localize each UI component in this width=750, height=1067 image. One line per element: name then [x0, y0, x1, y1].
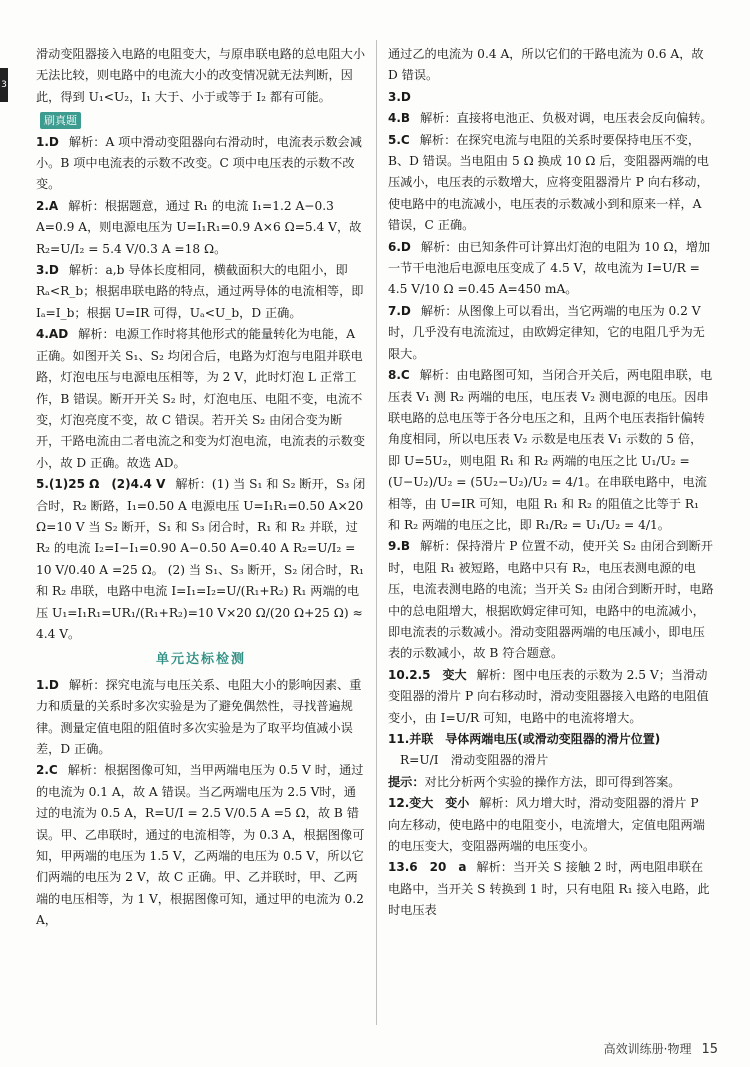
edge-tab: 3 — [0, 68, 8, 102]
intro-paragraph: 滑动变阻器接入电路的电阻变大，与原串联电路的总电阻大小无法比较，则电路中的电流大小的改变情况就无法判断，因此，得到 U₁<U₂，I₁ 大于、小于或等于 I₂ 都有可能。 — [36, 47, 366, 104]
answer-item: 4.B 解析：直接将电池正、负极对调，电压表会反向偏转。 — [388, 111, 713, 126]
answer-item: 3.D 解析：a,b 导体长度相同，横截面积大的电阻小，即 Rₐ<R_b；根据串联电路的特点，通过两导体的电流相等，即 Iₐ=I_b；根据 U=IR 可得，Uₐ<U_b，D 正确。 — [36, 263, 364, 320]
answer-item: 1.D 解析：A 项中滑动变阻器向右滑动时，电流表示数会减小。B 项中电流表的示数不改变。C 项中电压表的示数不改变。 — [36, 134, 362, 192]
answer-item: 13.6 20 a 解析：当开关 S 接触 2 时，两电阻串联在电路中，当开关 S 转换到 1 时，只有电阻 R₁ 接入电路，此时电压表 — [388, 860, 710, 918]
page-number: 15 — [701, 1042, 718, 1057]
answer-item: 3.D — [388, 89, 411, 104]
footer-label: 高效训练册·物理 — [603, 1042, 692, 1056]
answer-item: 11.并联 导体两端电压(或滑动变阻器的滑片位置) R=U/I 滑动变阻器的滑片 — [388, 732, 661, 768]
section-title: 单元达标检测 — [155, 652, 246, 668]
answer-item: 9.B 解析：保持滑片 P 位置不动，使开关 S₂ 由闭合到断开时，电阻 R₁ 被短路，电路中只有 R₂，电压表测电源的电压，电流表测电路的电流；当开关 S₂ 由闭合到断开时，电路中的总电阻增大，根据欧姆定律可知，电路中的电流减小，即电流表的示数减小。滑动变阻器两端的电压减小，即电压表的示数减小，故 B 符合题意。 — [388, 539, 714, 661]
column-divider — [376, 40, 377, 1025]
answer-item: 5.(1)25 Ω (2)4.4 V 解析：(1) 当 S₁ 和 S₂ 断开，S₃ 闭合时，R₂ 断路，I₁=0.50 A 电源电压 U=I₁R₁=0.50 A×20 Ω=10 V 当 S₂ 断开，S₁ 和 S₃ 闭合时，R₁ 和 R₂ 并联，过 R₂ 的电流 I₂=I−I₁=0.90 A−0.50 A=0.40 A R₂=U/I₂ = 10 V/0.40 A =25 Ω。 (2) 当 S₁、S₃ 断开，S₂ 闭合时，R₁ 和 R₂ 串联，电路中电流 I=I₁=I₂=U/(R₁+R₂) R₁ 两端的电压 U₁=I₁R₁=UR₁/(R₁+R₂)=10 V×20 Ω/(20 Ω+25 Ω) ≈ 4.4 V。 — [36, 477, 366, 641]
answer-item: 5.C 解析：在探究电流与电阻的关系时要保持电压不变，B、D 错误。当电阻由 5 Ω 换成 10 Ω 后，变阻器两端的电压减小，电压表的示数增大，应将变阻器滑片 P 向右移动，使电路中的电流减小，电压表的示数减小到和原来一样，A 错误，C 正确。 — [388, 132, 709, 233]
answer-item: 8.C 解析：由电路图可知，当闭合开关后，两电阻串联，电压表 V₁ 测 R₂ 两端的电压，电压表 V₂ 测电源的电压。因串联电路的总电压等于各分电压之和，且两个电压表指针偏转角度相同，所以电压表 V₂ 示数是电压表 V₁ 示数的 5 倍，即 U=5U₂，则电阻 R₁ 和 R₂ 两端的电压之比 U₁/U₂ = (U−U₂)/U₂ = (5U₂−U₂)/U₂ = 4/1。在串联电路中，电流相等，由 U=IR 可知，电阻 R₁ 和 R₂ 的阻值之比等于 R₁ 和 R₂ 两端的电压之比，即 R₁/R₂ = U₁/U₂ = 4/1。 — [388, 368, 713, 532]
answer-item: 10.2.5 变大 解析：图中电压表的示数为 2.5 V；当滑动变阻器的滑片 P 向右移动时，滑动变阻器接入电路的电阻值变小，由 I=U/R 可知，电路中的电流将增大。 — [388, 667, 709, 725]
answer-item: 7.D 解析：从图像上可以看出，当它两端的电压为 0.2 V 时，几乎没有电流流过，由欧姆定律知，它的电阻几乎为无限大。 — [388, 303, 705, 361]
answer-item: 1.D 解析：探究电流与电压关系、电阻大小的影响因素、重力和质量的关系时多次实验是为了避免偶然性，寻找普遍规律。测量定值电阻的阻值时多次实验是为了取平均值减小误差，D 正确。 — [36, 677, 362, 756]
continued-paragraph: 通过乙的电流为 0.4 A，所以它们的干路电流为 0.6 A，故 D 错误。 — [388, 47, 704, 83]
answer-item: 6.D 解析：由已知条件可计算出灯泡的电阻为 10 Ω，增加一节干电池后电源电压变成了 4.5 V，故电流为 I=U/R = 4.5 V/10 Ω =0.45 A=450 mA。 — [388, 239, 711, 297]
section-badge: 刷真题 — [40, 112, 81, 129]
left-column — [36, 44, 366, 932]
page-footer — [604, 1040, 718, 1057]
answer-item: 4.AD 解析：电源工作时将其他形式的能量转化为电能，A 正确。如图开关 S₁、S₂ 均闭合后，电路为灯泡与电阻并联电路，灯泡电压与电源电压相等，为 2 V，此时灯泡 L 正常工作，B 错误。断开开关 S₂ 时，灯泡电压、电阻不变，电流不变，灯泡亮度不变，故 C 错误。若开关 S₂ 由闭合变为断开，干路电流由二者电流之和变为灯泡电流，电流表的示数变小，故 D 正确。故选 AD。 — [36, 327, 366, 470]
tip-item: 提示：对比分析两个实验的操作方法，即可得到答案。 — [388, 774, 681, 789]
right-column — [388, 44, 714, 922]
answer-item: 12.变大 变小 解析：风力增大时，滑动变阻器的滑片 P 向左移动，使电路中的电阻变小，电流增大，定值电阻两端的电压变大，变阻器两端的电压变小。 — [388, 796, 705, 854]
answer-item: 2.A 解析：根据题意，通过 R₁ 的电流 I₁=1.2 A−0.3 A=0.9 A，则电源电压为 U=I₁R₁=0.9 A×6 Ω=5.4 V，故 R₂=U/I₂ = 5.4 V/0.3 A =18 Ω。 — [36, 198, 362, 256]
answer-item: 2.C 解析：根据图像可知，当甲两端电压为 0.5 V 时，通过的电流为 0.1 A，故 A 错误。当乙两端电压为 2.5 V时，通过的电流为 0.5 A，R=U/I = 2.5 V/0.5 A =5 Ω，故 B 错误。甲、乙串联时，通过的电流相等，为 0.3 A，根据图像可知，甲两端的电压为 1.5 V，乙两端的电压为 0.5 V，所以它们两端的电压为 2 V，故 C 正确。甲、乙并联时，甲、乙两端的电压相等，为 1 V，根据图像可知，通过甲的电流为 0.2 A， — [36, 763, 365, 928]
